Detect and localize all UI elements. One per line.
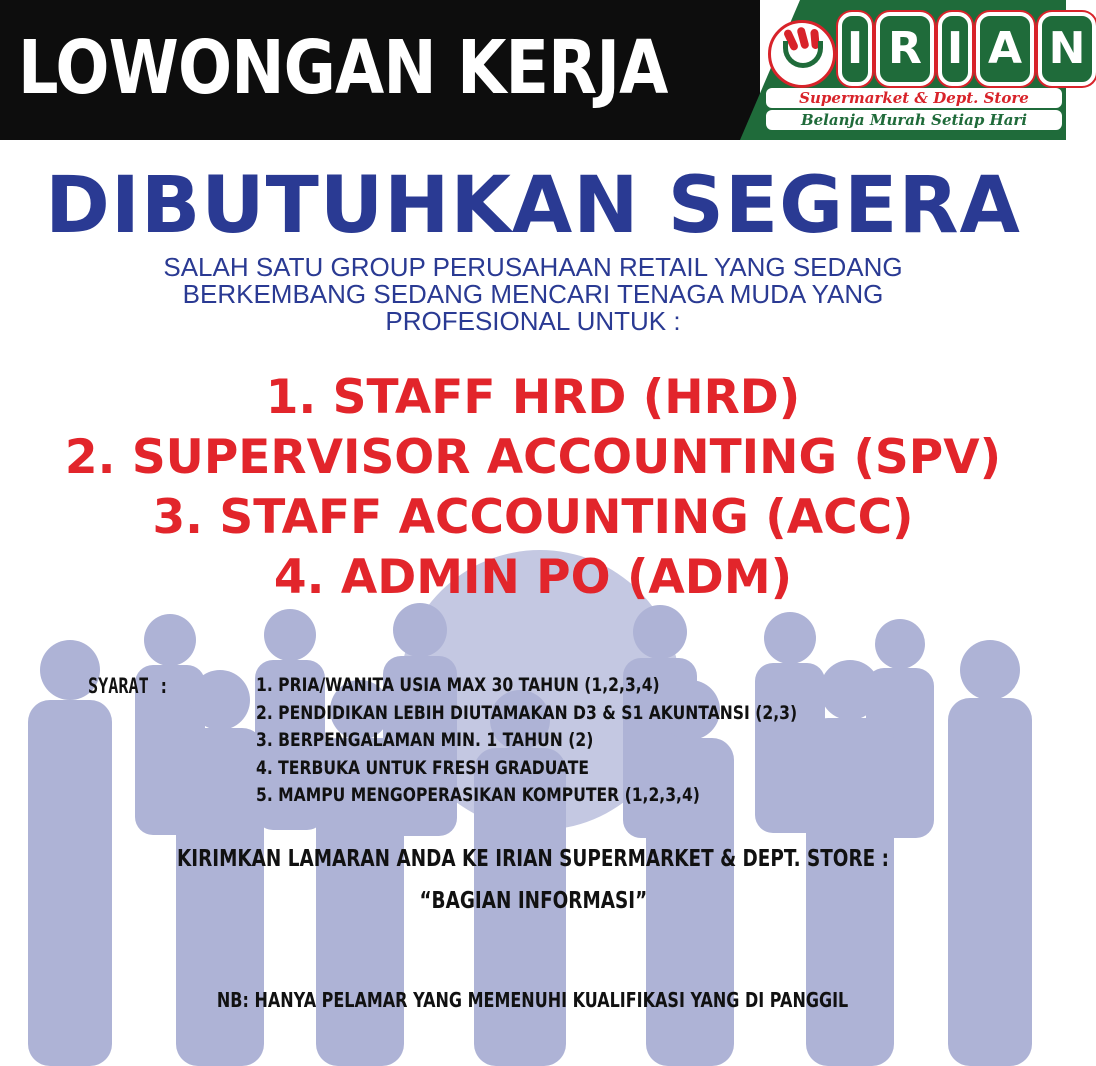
position-item: 2. SUPERVISOR ACCOUNTING (SPV) xyxy=(64,430,1002,485)
position-item: 3. STAFF ACCOUNTING (ACC) xyxy=(152,490,914,545)
headline: DIBUTUHKAN SEGERA xyxy=(45,161,1021,251)
requirements-list xyxy=(256,672,916,810)
footnote xyxy=(0,988,1066,1012)
send-to-text: KIRIMKAN LAMARAN ANDA KE IRIAN SUPERMARKET & DEPT. STORE : xyxy=(177,846,889,872)
irian-logo xyxy=(762,10,1086,130)
requirement-item: 2. PENDIDIKAN LEBIH DIUTAMAKAN D3 & S1 AKUNTANSI (2,3) xyxy=(256,701,798,724)
requirement-item: 1. PRIA/WANITA USIA MAX 30 TAHUN (1,2,3,4) xyxy=(256,674,660,696)
note-text: NB: HANYA PELAMAR YANG MEMENUHI KUALIFIKASI YANG DI PANGGIL xyxy=(217,988,849,1012)
intro-line: BERKEMBANG SEDANG MENCARI TENAGA MUDA YANG xyxy=(182,279,884,309)
requirement-item: 4. TERBUKA UNTUK FRESH GRADUATE xyxy=(256,756,590,779)
logo-wordmark: I R I A N xyxy=(838,12,1096,92)
position-item: 1. STAFF HRD (HRD) xyxy=(265,370,801,425)
logo-tagline: Supermarket & Dept. Store xyxy=(766,88,1062,108)
position-item: 4. ADMIN PO (ADM) xyxy=(273,550,793,605)
requirement-item: 3. BERPENGALAMAN MIN. 1 TAHUN (2) xyxy=(256,729,594,751)
requirement-item: 5. MAMPU MENGOPERASIKAN KOMPUTER (1,2,3,4) xyxy=(256,784,700,806)
intro-text xyxy=(130,254,936,335)
position-list xyxy=(0,368,1066,608)
requirements-label: SYARAT : xyxy=(88,674,169,698)
logo-emblem-icon xyxy=(768,20,836,88)
department-line xyxy=(0,888,1066,914)
logo-slogan: Belanja Murah Setiap Hari xyxy=(766,110,1062,130)
application-instruction xyxy=(0,846,1066,872)
intro-line: SALAH SATU GROUP PERUSAHAAN RETAIL YANG SEDANG xyxy=(163,252,903,282)
poster-title: LOWONGAN KERJA xyxy=(18,25,668,111)
department-text: “BAGIAN INFORMASI” xyxy=(419,888,647,914)
intro-line: PROFESIONAL UNTUK : xyxy=(385,306,681,336)
